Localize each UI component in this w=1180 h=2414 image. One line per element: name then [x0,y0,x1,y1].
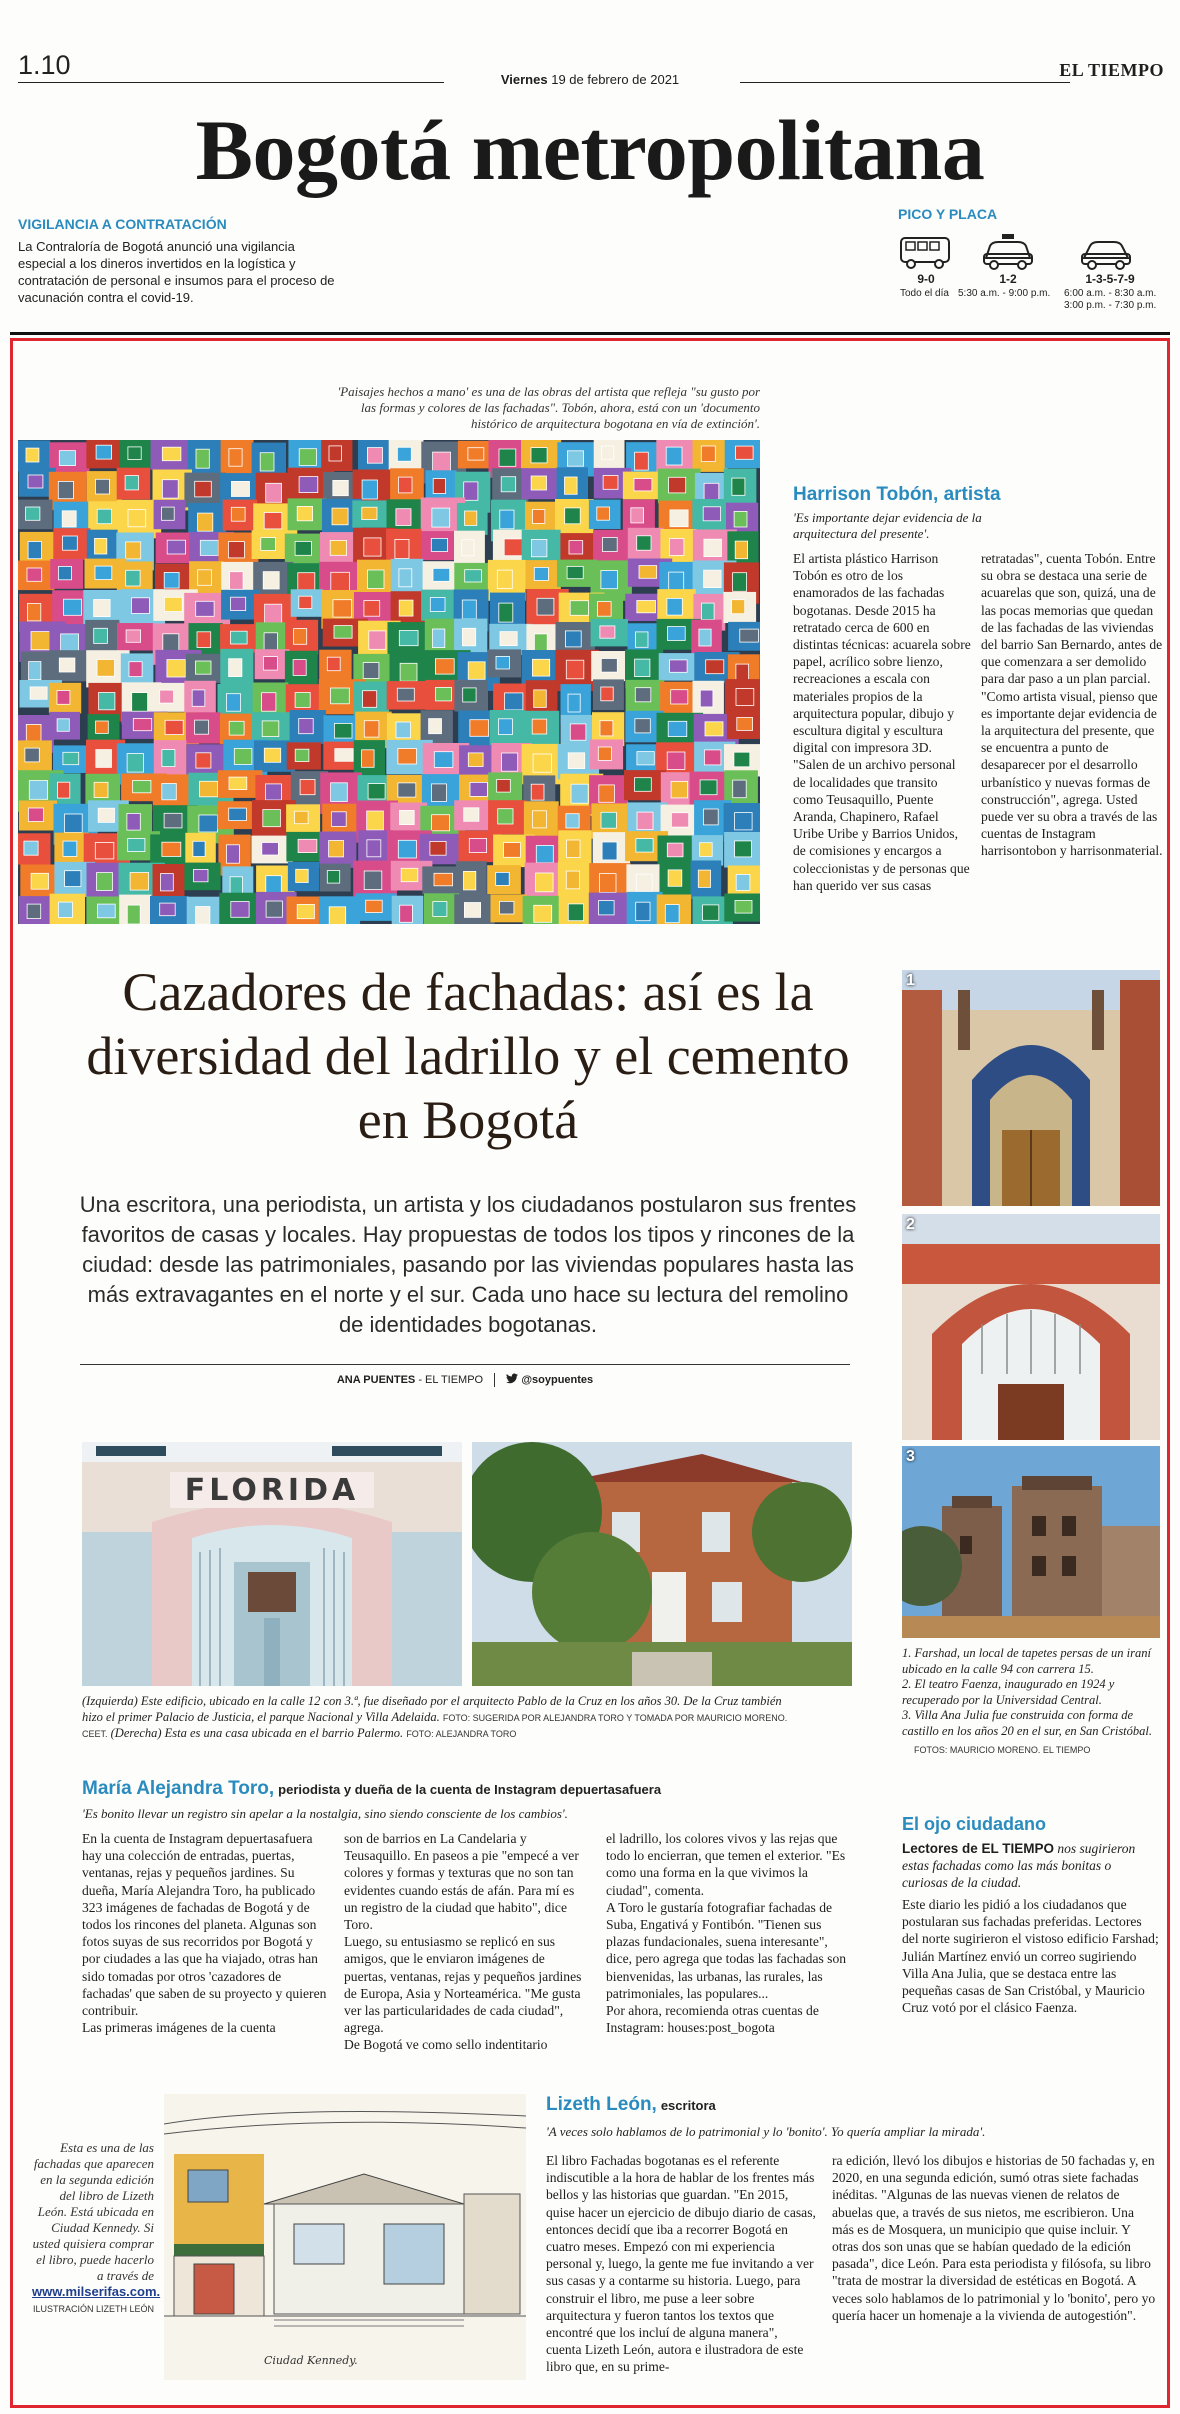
florida-building-photo [82,1442,462,1686]
plate-taxi: 1-2 [999,272,1017,286]
hours-car-afternoon: 3:00 p.m. - 7:30 p.m. [1064,300,1157,311]
brief-kicker: VIGILANCIA A CONTRATACIÓN [18,216,227,232]
alejandra-role: periodista y dueña de la cuenta de Instagram depuertasafuera [278,1782,662,1797]
headline: Cazadores de fachadas: así es la diversidad del ladrillo y el cemento en Bogotá [86,962,850,1150]
lizeth-side-caption [32,2140,161,2317]
alejandra-col-3: el ladrillo, los colores vivos y las rejas que todo lo encierran, que temen el exterior. "Es como una forma en la que vivimos la ciudad", comenta. A Toro le gustaría fotografiar fachadas de Suba, Engativá y Fontibón. "Tienen sus plazas fundacionales, suena interesante", dice, pero agrega que todas las fachadas son bienvenidas, las urbanas, las rurales, las patrimoniales, las populares... Por ahora, recomienda otras cuentas de Instagram: houses:post_bogota [606,1831,847,2036]
byline-handle: @soypuentes [521,1374,594,1386]
car-icon [1078,232,1134,272]
harrison-col-1: El artista plástico Harrison Tobón es otro de los enamorados de las fachadas bogotanas. Desde 2015 ha retratado cerca de 600 en distintas técnicas: acuarela sobre papel, acrílico sobre lienzo, recreaciones a escala con materiales propios de la arquitectura popular, dibujo y escultura digital y escultura digital con impresora 3D. "Salen de un archivo personal de localidades que transito como Teusaquillo, Puente Aranda, Chapinero, Rafael Uribe Uribe y Barrios Unidos, de comisiones y encargos a coleccionistas y de personas que han querido ver sus casas [793,551,971,893]
alejandra-col-1: En la cuenta de Instagram depuertasafuera hay una colección de entradas, puertas, ventanas, rejas y pequeños jardines. Su dueña, María Alejandra Toro, ha publicado 323 imágenes de fachadas de Bogotá y de todos los rincones del planeta. Algunas son fotos suyas de sus recorridos por Bogotá y por ciudades a las que ha viajado, otras han sido tomadas por otros 'cazadores de fachadas' que saben de su proyecto y quieren contribuir. Las primeras imágenes de la cuenta [82,1831,327,2036]
ojo-intro [902,1840,1160,1891]
milserifas-link[interactable]: www.milserifas.com. [32,2284,161,2299]
mid-caption-credit-2: FOTO: ALEJANDRA TORO [406,1729,517,1739]
bus-icon [898,232,954,272]
photo-number-1: 1 [906,972,915,989]
painting-caption: 'Paisajes hechos a mano' es una de las obras del artista que refleja "su gusto por las formas y colores de las fachadas". Tobón, ahora, está con un 'documento histórico de arquitectura bogotana en vía de extinción'. [337,384,760,431]
byline-author: ANA PUENTES [336,1374,416,1386]
photo-number-2: 2 [906,1216,915,1233]
section-top-rule [10,332,1170,335]
mid-caption-credit-1: FOTO: SUGERIDA POR ALEJANDRA TORO Y TOMADA POR MAURICIO MORENO. CEET. [82,1712,788,1739]
alejandra-name: María Alejandra Toro, [82,1778,275,1799]
page-number: 1.10 [18,50,71,80]
lizeth-col-1: El libro Fachadas bogotanas es el referente indiscutible a la hora de hablar de los frentes más bellos y las historias que guardan. "En 2015, quise hacer un ejercicio de dibujo diario de casas, entonces decidí que iba a recorrer Bogotá en cuatro meses. Empezó con mi experiencia personal y, luego, la gente me fue invitando a ver sus casas y a contarme su historia. Luego, para construir el libro, me puse a leer sobre arquitectura y fueron tantos los textos que encontré que los incluí de alguna manera", cuenta Lizeth León, autora e ilustradora de este libro que, en su prime- [546,2153,816,2375]
faenza-photo [902,1214,1160,1440]
byline-outlet: - EL TIEMPO [415,1374,484,1386]
ojo-title: El ojo ciudadano [902,1814,1047,1834]
sketch-label: Ciudad Kennedy. [264,2354,358,2367]
kennedy-sketch [164,2094,526,2380]
hours-bus: Todo el día [900,288,949,299]
deck: Una escritora, una periodista, un artista y los ciudadanos postularon sus frentes favoritos de casas y locales. Hay propuestas de todos los tipos y rincones de la ciudad: desde las patrimoniales, pasando por las viviendas populares hasta las más extravagantes en el norte y el sur. Cada uno hace su lectura del remolino de identidades bogotanas. [79,1192,857,1337]
lizeth-role: escritora [660,2098,716,2113]
alejandra-quote: 'Es bonito llevar un registro sin apelar a la nostalgia, sino siendo consciente de los cambios'. [82,1806,568,1821]
right-caption-2: 2. El teatro Faenza, inaugurado en 1924 y recuperado por la Universidad Central. [902,1677,1115,1707]
right-photo-captions [902,1646,1164,1759]
brand-logo: EL TIEMPO [1059,60,1164,80]
alejandra-heading [82,1778,882,1800]
ojo-intro-bold: Lectores de EL TIEMPO [902,1841,1055,1856]
pico-placa-grid [898,232,1170,322]
lizeth-col-2: ra edición, llevó los dibujos e historias de 50 fachadas y, en 2020, en una segunda edición, sumó otras siete fachadas inéditas. "Algunas de las nuevas vienen de relatos de abuelas que, a través de sus nietos, me escribieron. Una más es de Mosquera, un municipio que quise incluir. Y otras dos son unas que se habían quedado de la edición pasada", dice León. Para esta periodista y filósofa, su libro "trata de mostrar la diversidad de estéticas en Bogotá. A veces solo hablamos de lo patrimonial y lo 'bonito', pero yo quería hacer un homenaje a la vivienda de autogestión". [832,2153,1156,2323]
lizeth-heading [546,2094,1162,2116]
mid-caption [82,1694,802,1743]
lizeth-name: Lizeth León, [546,2094,657,2115]
twitter-icon [506,1373,518,1384]
date-day: Viernes [500,72,548,87]
villa-ana-julia-photo [902,1446,1160,1638]
lizeth-side-credit: ILUSTRACIÓN LIZETH LEÓN [32,2304,154,2314]
plate-car: 1-3-5-7-9 [1085,272,1135,286]
harrison-name: Harrison Tobón, artista [793,484,1001,505]
section-masthead: Bogotá metropolitana [195,102,985,198]
ojo-text: Este diario les pidió a los ciudadanos que postularan sus fachadas preferidas. Lectores del norte sugirieron el vistoso edificio Farshad; Julián Martínez envió un correo sugiriendo Villa Ana Julia, que se destaca entre las pequeñas casas de San Cristóbal, y Mauricio Cruz votó por el clásico Faenza. [902,1897,1159,2016]
alejandra-col-2: son de barrios en La Candelaria y Teusaquillo. En paseos a pie "empecé a ver colores y formas y texturas que no son tan evidentes cuando estás de afán. Para mí es un registro de la ciudad que habito", dice Toro. Luego, su entusiasmo se replicó en sus amigos, que le enviaron imágenes de puertas, ventanas, rejas y pequeños jardines de Europa, Asia y Norteamérica. "Me gusta ver las particularidades de cada ciudad", agrega. De Bogotá ve como sello indentitario [344,1831,582,2053]
pico-placa-title: PICO Y PLACA [898,206,998,222]
right-caption-1: 1. Farshad, un local de tapetes persas de un iraní ubicado en la calle 94 con carrera 15. [902,1646,1151,1676]
lizeth-quote: 'A veces solo hablamos de lo patrimonial y lo 'bonito'. Yo quería ampliar la mirada'. [546,2124,986,2139]
photo-number-3: 3 [906,1448,915,1465]
dateline [0,72,1180,87]
date-rest: 19 de febrero de 2021 [551,72,680,87]
ojo-intro-rest: nos sugirieron estas fachadas como las más bonitas o curiosas de la ciudad. [902,1841,1136,1890]
lizeth-side-text: Esta es una de las fachadas que aparecen en la segunda edición del libro de Lizeth León. Está ubicada en Ciudad Kennedy. Si usted quisiera comprar el libro, puede hacerlo a través de [32,2140,154,2283]
hours-taxi: 5:30 a.m. - 9:00 p.m. [958,288,1051,299]
hours-car-morning: 6:00 a.m. - 8:30 a.m. [1064,288,1157,299]
byline [80,1364,850,1390]
palermo-house-photo [472,1442,852,1686]
painting-image [18,440,760,924]
mid-caption-text: (Izquierda) Este edificio, ubicado en la calle 12 con 3.ª, fue diseñado por el arquitecto Pablo de la Cruz en los años 30. De la Cruz también hizo el primer Palacio de Justicia, el parque Nacional y Villa Adelaida. [82,1694,782,1724]
farshad-photo [902,970,1160,1206]
harrison-quote: 'Es importante dejar evidencia de la arquitectura del presente'. [793,510,982,541]
mid-caption-text-2: (Derecha) Esta es una casa ubicada en el barrio Palermo. [110,1726,404,1740]
brief-text: La Contraloría de Bogotá anunció una vigilancia especial a los dineros invertidos en la logística y contratación de personal e insumos para el proceso de vacunación contra el covid-19. [18,239,335,305]
florida-sign: FLORIDA [184,1473,360,1508]
right-caption-3: 3. Villa Ana Julia fue construida con forma de castillo en los años 20 en el sur, en San Cristóbal. [902,1708,1152,1738]
taxi-icon [980,232,1036,272]
plate-bus: 9-0 [917,272,935,286]
harrison-col-2: retratadas", cuenta Tobón. Entre su obra se destaca una serie de acuarelas que son, quizá, una de las pocas memorias que quedan de las fachadas de las viviendas del barrio San Bernardo, antes de que comenzara a ser demolido para dar paso a un plan parcial. "Como artista visual, pienso que es importante dejar evidencia de la arquitectura del presente, que se encuentra a punto de desaparecer por el desarrollo urbanístico y nuevas formas de construcción", agrega. Usted puede ver su obra a través de las cuentas de Instagram harrisontobon y harrisonmaterial. [981,551,1163,859]
right-photo-credit: FOTOS: MAURICIO MORENO. EL TIEMPO [914,1745,1091,1755]
